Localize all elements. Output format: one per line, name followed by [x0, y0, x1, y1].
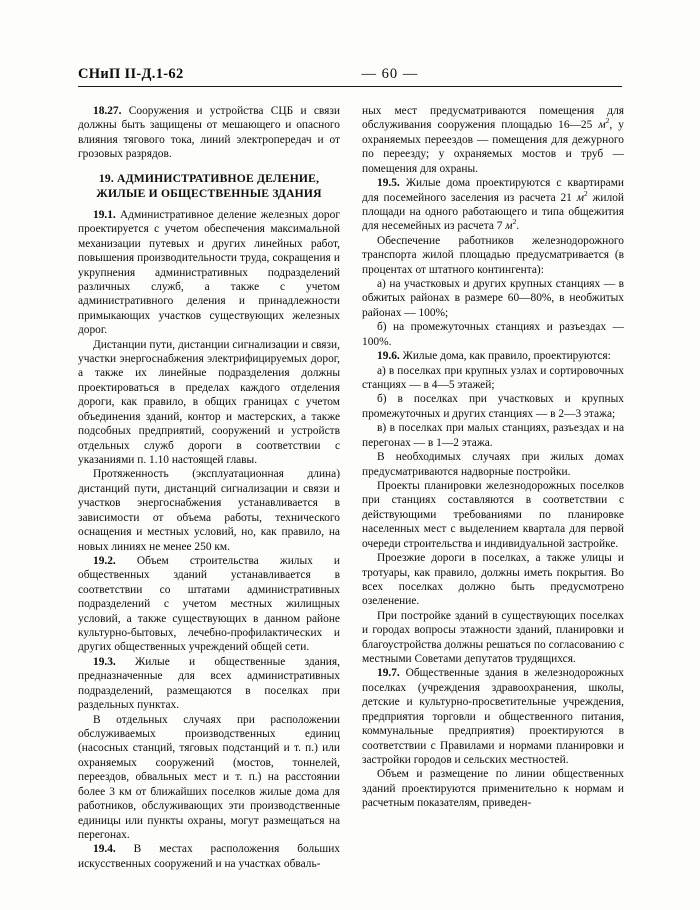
- paragraph-18-27: [78, 104, 340, 162]
- paragraph-item-a-storeys: [362, 364, 624, 393]
- paragraph-number: 19.1.: [93, 208, 116, 221]
- paragraph-text: При постройке зданий в существующих поселках и городах вопросы этажности зданий, планировки и благоустройства должны решаться по согласованию с местными Советами депутатов трудящихся.: [362, 609, 624, 666]
- section-heading-line-1: 19. АДМИНИСТРАТИВНОЕ ДЕЛЕНИЕ,: [98, 171, 320, 185]
- paragraph-text: ных мест предусматриваются помещения для обслуживания сооружения площадью 16—25: [362, 105, 624, 132]
- paragraph-existing-settlements: [362, 609, 624, 667]
- paragraph-19-6: [362, 349, 624, 363]
- paragraph-text: Жилые дома проектируются с квартирами для посемейного заселения из расчета 21: [362, 177, 624, 204]
- paragraph-text-post: жилой площади на одного работающего и типа общежития для несемейных из расчета 7: [362, 191, 624, 233]
- paragraph-text: В местах расположения больших искусственных сооружений и на участках обваль-: [78, 843, 340, 870]
- header-rule: [78, 86, 622, 87]
- unit-exponent-2: 2: [512, 217, 517, 227]
- paragraph-text: Обеспечение работников железнодорожного транспорта жилой площадью предусматривается (в процентах от штатного контингента):: [362, 234, 624, 276]
- unit-symbol: м: [598, 119, 606, 132]
- unit-exponent: 2: [605, 116, 610, 126]
- paragraph-outbuildings: [362, 450, 624, 479]
- paragraph-19-3: [78, 655, 340, 713]
- paragraph-19-1: [78, 208, 340, 338]
- paragraph-number: 19.5.: [377, 177, 400, 190]
- paragraph-19-4: [78, 842, 340, 871]
- paragraph-number: 19.4.: [93, 843, 116, 856]
- paragraph-item-b-storeys: [362, 392, 624, 421]
- left-column: [78, 104, 340, 884]
- paragraph-text: Административное деление железных дорог проектируется с учетом обеспечения максимальной механизации путевых и других линейных работ, повышения производительности труда, сокращения и укрупнения административных подразделений различных служб, а также с учетом административного деления и принадлежности примыкающих участков существующих железных дорог.: [78, 208, 340, 337]
- paragraph-text: Объем строительства жилых и общественных зданий устанавливается в соответствии со штатами административных подразделений с учетом местных жилищных условий, а также существующих в данном районе культурно-бытовых, лечебно-профилактических и других общественных учреждений общей сети.: [78, 554, 340, 654]
- paragraph-19-5: [362, 176, 624, 234]
- paragraph-text: Дистанции пути, дистанции сигнализации и связи, участки энергоснабжения электрифицируемых дорог, а также их линейные подразделения должны проектироваться в пределах каждого отделения дороги, как правило, в общих границах с учетом объединения зданий, контор и мастерских, а также подсобных предприятий, сооружений и устройств отдельных служб дороги в соответствии с указаниями п. 1.10 настоящей главы.: [78, 338, 340, 466]
- paragraph-19-7: [362, 666, 624, 767]
- section-heading-line-2: ЖИЛЫЕ И ОБЩЕСТВЕННЫЕ ЗДАНИЯ: [96, 186, 322, 200]
- paragraph-text: б) на промежуточных станциях и разъездах — 100%.: [362, 321, 624, 348]
- paragraph-item-b-stations: [362, 320, 624, 349]
- paragraph-text-post-2: .: [516, 220, 520, 233]
- paragraph-text: Жилые дома, как правило, проектируются:: [399, 350, 611, 363]
- paragraph-text: В необходимых случаях при жилых домах предусматриваются надворные постройки.: [362, 451, 624, 478]
- section-heading: [78, 171, 340, 201]
- paragraph-special-cases: [78, 713, 340, 843]
- paragraph-text: Протяженность (эксплуатационная длина) дистанций пути, дистанций сигнализации и связи и участков энергоснабжения устанавливается в зависимости от объема работы, технического оснащения и местных условий, но, как правило, на новых линиях не менее 250 км.: [78, 468, 340, 553]
- paragraph-text: б) в поселках при участковых и крупных промежуточных и других станциях — в 2—3 этажа;: [362, 393, 624, 420]
- paragraph-text: Проекты планировки железнодорожных поселков при станциях составляются в соответствии с действующими требованиями по планировке населенных мест с выделением квартала для первой очереди строительства и индивидуальной застройке.: [362, 479, 624, 550]
- two-column-body: [78, 104, 624, 884]
- paragraph-text: Проезжие дороги в поселках, а также улицы и тротуары, как правило, должны иметь покрытия. Во всех поселках должно быть предусмотрено озеленение.: [362, 552, 624, 608]
- paragraph-volume-placement: [362, 767, 624, 810]
- paragraph-text: В отдельных случаях при расположении обслуживаемых производственных единиц (насосных станций, тяговых подстанций и т. п.) или охраняемых сооружений (мостов, тоннелей, переездов, обвальных мест и т. п.) на расстоянии более 3 км от ближайших поселков жилые дома для работников, обслуживающих эти производственные единицы или пункты охраны, могут размещаться на перегонах.: [78, 713, 340, 841]
- paragraph-housing-provision: [362, 234, 624, 277]
- paragraph-length: [78, 467, 340, 554]
- paragraph-text: Общественные здания в железнодорожных поселках (учреждения здравоохранения, школы, детские и культурно-просветительные учреждения, предприятия торговли и общественного питания, коммунальные предприятия) проектируются в соответствии с Правилами и нормами планировки и застройки городов и сельских местностей.: [362, 667, 624, 766]
- unit-symbol: м: [576, 191, 584, 204]
- paragraph-19-2: [78, 554, 340, 655]
- paragraph-text: в) в поселках при малых станциях, разъездах и на перегонах — в 1—2 этажа.: [362, 422, 624, 449]
- paragraph-text: Жилые и общественные здания, предназначенные для всех административных подразделений, размещаются в поселках при раздельных пунктах.: [78, 655, 340, 712]
- paragraph-text-post: , у охраняемых переездов — помещения для дежурного по переезду; у охраняемых мостов и труб — помещения для охраны.: [362, 119, 624, 175]
- right-column: [362, 104, 624, 884]
- page-number: — 60 —: [361, 66, 419, 82]
- document-code: СНиП II-Д.1-62: [78, 66, 184, 82]
- paragraph-item-a-stations: [362, 277, 624, 320]
- paragraph-distances: [78, 338, 340, 468]
- paragraph-continuation: [362, 104, 624, 176]
- paragraph-text: Объем и размещение по линии общественных зданий проектируются применительно к нормам и расчетным показателям, приведен-: [362, 768, 624, 810]
- paragraph-number: 19.6.: [377, 350, 400, 363]
- paragraph-item-v-storeys: [362, 421, 624, 450]
- paragraph-text: а) в поселках при крупных узлах и сортировочных станциях — в 4—5 этажей;: [362, 364, 624, 392]
- unit-symbol-2: м: [505, 220, 513, 233]
- paragraph-text: а) на участковых и других крупных станциях — в обжитых районах в размере 60—80%, в необжитых районах — 100%;: [362, 278, 624, 319]
- unit-exponent: 2: [583, 188, 588, 198]
- paragraph-number: 18.27.: [93, 105, 122, 117]
- paragraph-number: 19.3.: [93, 655, 116, 668]
- paragraph-number: 19.2.: [93, 554, 116, 567]
- paragraph-settlement-planning: [362, 479, 624, 551]
- paragraph-number: 19.7.: [377, 667, 400, 680]
- paragraph-roads-landscaping: [362, 551, 624, 609]
- paragraph-text: Сооружения и устройства СЦБ и связи должны быть защищены от мешающего и опасного влияния тягового тока, линий электропередач и от грозовых разрядов.: [78, 105, 340, 161]
- page-header: [78, 66, 622, 83]
